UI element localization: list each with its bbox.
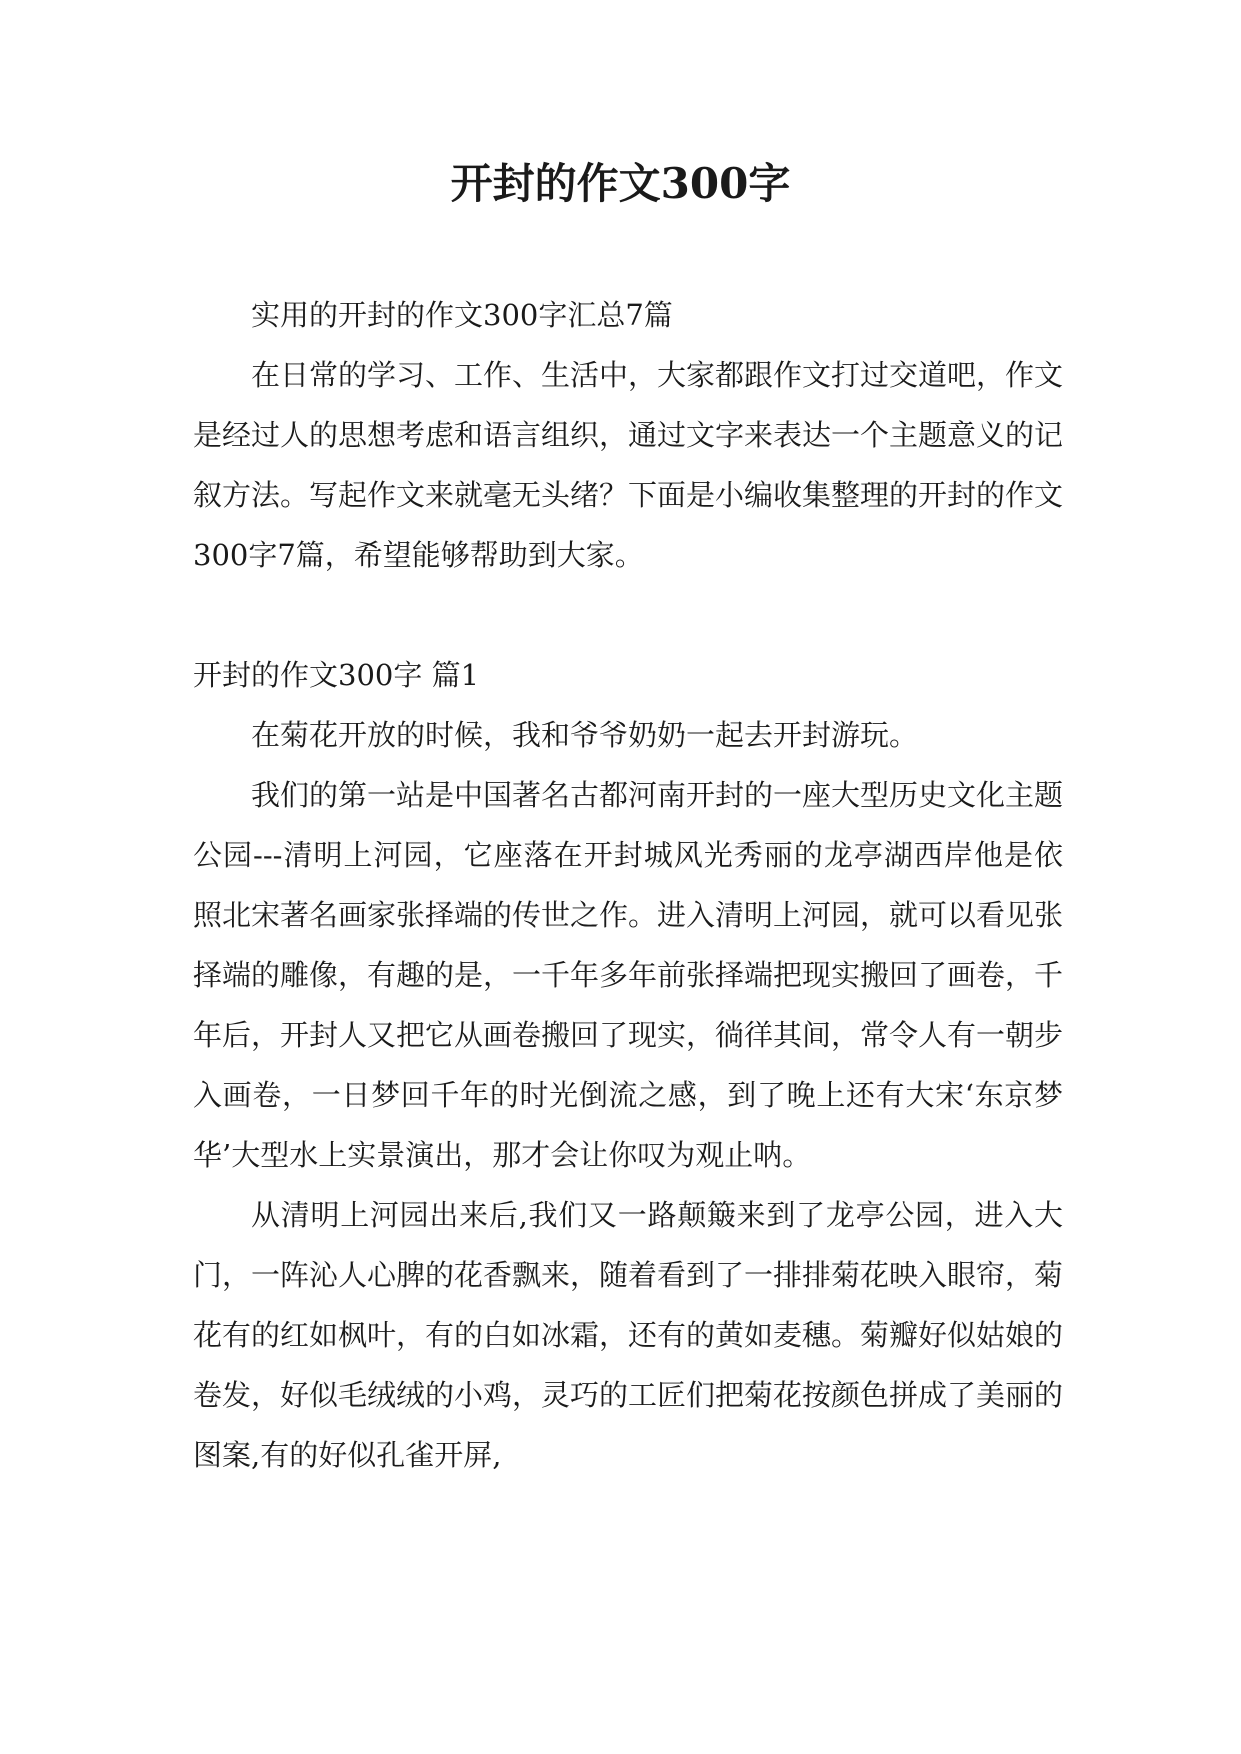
body-paragraph: 在菊花开放的时候，我和爷爷奶奶一起去开封游玩。 [251,718,919,752]
intro-paragraph: 在日常的学习、工作、生活中，大家都跟作文打过交道吧，作文是经过人的思想考虑和语言组织，通过文字来表达一个主题意义的记叙方法。写起作文来就毫无头绪？下面是小编收集整理的开封的作文300字7篇，希望能够帮助到大家。 [193,358,1064,572]
body-paragraph: 从清明上河园出来后,我们又一路颠簸来到了龙亭公园，进入大门，一阵沁人心脾的花香飘来，随着看到了一排排菊花映入眼帘，菊花有的红如枫叶，有的白如冰霜，还有的黄如麦穗。菊瓣好似姑娘的卷发，好似毛绒绒的小鸡，灵巧的工匠们把菊花按颜色拼成了美丽的图案,有的好似孔雀开屏, [193,1198,1064,1472]
summary-line: 实用的开封的作文300字汇总7篇 [251,298,673,332]
document-body [193,285,1063,1485]
body-paragraph: 我们的第一站是中国著名古都河南开封的一座大型历史文化主题公园---清明上河园，它座落在开封城风光秀丽的龙亭湖西岸他是依照北宋著名画家张择端的传世之作。进入清明上河园，就可以看见张择端的雕像，有趣的是，一千年多年前张择端把现实搬回了画卷，千年后，开封人又把它从画卷搬回了现实，徜徉其间，常令人有一朝步入画卷，一日梦回千年的时光倒流之感，到了晚上还有大宋‘东京梦华’大型水上实景演出，那才会让你叹为观止呐。 [193,778,1064,1172]
section-heading: 开封的作文300字 篇1 [193,658,480,692]
page-title: 开封的作文300字 [450,159,791,208]
section-spacer [193,585,1063,645]
